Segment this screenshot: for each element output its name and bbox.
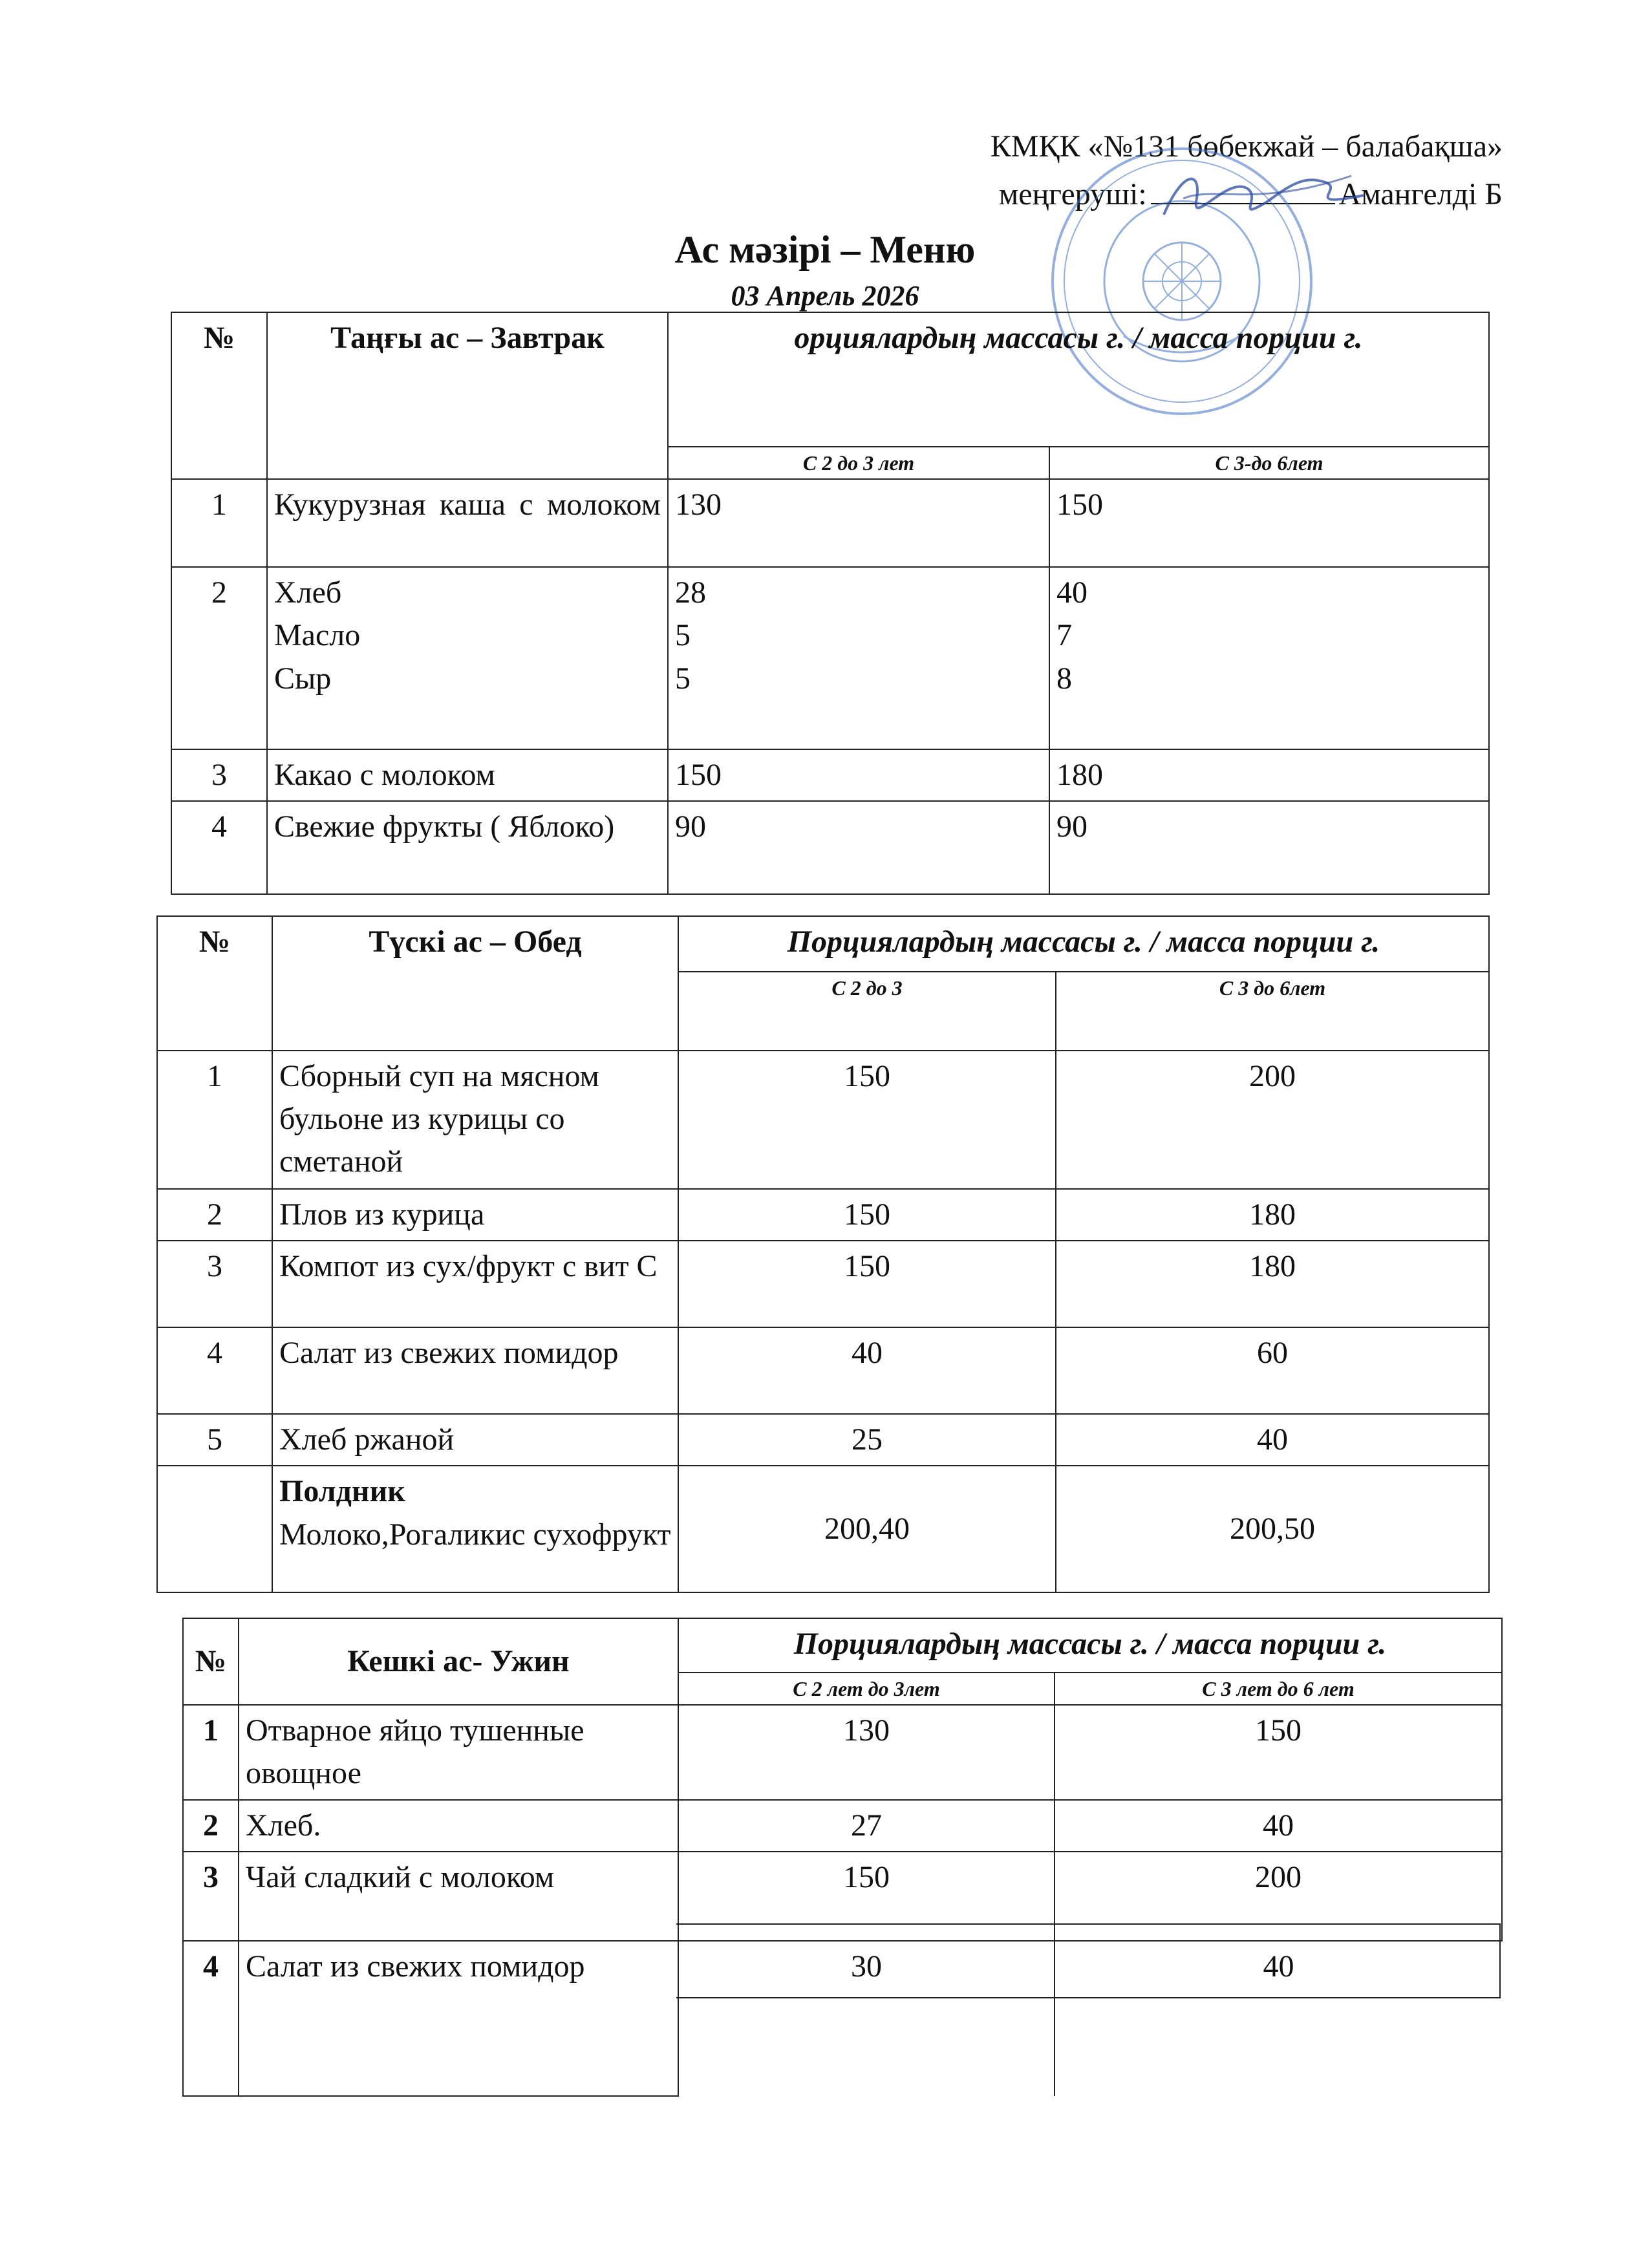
table-header-row: [171, 312, 1489, 447]
table-row: [171, 749, 1489, 801]
table-border-fragment: [676, 1923, 1501, 1998]
col-number-header: №: [171, 312, 267, 479]
portion-older: 200: [1056, 1051, 1489, 1189]
dish-name: Сыр: [274, 661, 332, 696]
portion-older: 40: [1056, 575, 1088, 610]
row-number: 4: [157, 1327, 272, 1414]
row-number: 2: [183, 1800, 239, 1852]
portion-younger: 130: [668, 479, 1049, 567]
portion-older: 180: [1056, 1189, 1489, 1241]
col-meal-header: Кешкі ас- Ужин: [239, 1618, 678, 1705]
portions-younger: [668, 567, 1049, 749]
row-number: 2: [171, 567, 267, 749]
portion-younger: 150: [678, 1189, 1056, 1241]
age-group-younger: С 2 до 3 лет: [668, 447, 1049, 479]
age-group-younger: С 2 до 3: [678, 972, 1056, 1051]
portion-younger: 150: [678, 1051, 1056, 1189]
dish-name: Кукурузная каша с молоком: [267, 479, 668, 567]
portion-younger: 27: [678, 1800, 1055, 1852]
dish-name: Свежие фрукты ( Яблоко): [267, 801, 668, 894]
portion-younger: 90: [668, 801, 1049, 894]
portion-younger: 5: [675, 618, 691, 653]
dish-name: Хлеб: [274, 575, 342, 610]
row-number: 1: [183, 1705, 239, 1799]
table-row: [171, 479, 1489, 567]
table-row: [157, 1241, 1489, 1327]
dish-name: Сборный суп на мясном бульоне из курицы со сметаной: [272, 1051, 678, 1189]
dish-name: Отварное яйцо тушенные овощное: [239, 1705, 678, 1799]
table-row: [157, 1327, 1489, 1414]
row-number: 2: [157, 1189, 272, 1241]
portion-younger: 40: [678, 1327, 1056, 1414]
portion-older: 40: [1055, 1800, 1502, 1852]
portion-younger: 150: [678, 1852, 1055, 1941]
portion-older: 7: [1056, 618, 1072, 653]
portion-younger: 150: [668, 749, 1049, 801]
organization-name: КМҚК «№131 бөбекжай – балабақша»: [990, 129, 1503, 164]
portion-younger: 5: [675, 661, 691, 696]
table-row: [157, 1414, 1489, 1466]
dish-name: Хлеб.: [239, 1800, 678, 1852]
head-label: меңгерушi:: [998, 177, 1147, 211]
dish-name: Молоко,Рогаликис сухофрукт: [279, 1517, 671, 1552]
portion-younger: 30: [678, 1941, 1055, 2096]
portion-younger: 200,40: [678, 1466, 1056, 1592]
portions-older: [1049, 567, 1489, 749]
dish-names: [267, 567, 668, 749]
signature: [1157, 163, 1371, 234]
dish-name: Хлеб ржаной: [272, 1414, 678, 1466]
portion-older: 180: [1056, 1241, 1489, 1327]
row-number: 3: [171, 749, 267, 801]
portion-older: 200: [1055, 1852, 1502, 1941]
col-meal-header: Таңғы ас – Завтрак: [267, 312, 668, 479]
portion-older: 150: [1055, 1705, 1502, 1799]
portion-older: 200,50: [1056, 1466, 1489, 1592]
col-portion-header: Порциялардың массасы г. / масса порции г.: [678, 916, 1489, 972]
snack-row: [157, 1466, 1489, 1592]
portion-younger: 25: [678, 1414, 1056, 1466]
col-portion-header: орциялардың массасы г. / масса порции г.: [668, 312, 1489, 447]
portion-older: 60: [1056, 1327, 1489, 1414]
col-number-header: №: [183, 1618, 239, 1705]
dish-name: Компот из сух/фрукт с вит С: [272, 1241, 678, 1327]
age-group-older: С 3-до 6лет: [1049, 447, 1489, 479]
portion-younger: 28: [675, 575, 706, 610]
menu-date: 03 Апрель 2026: [731, 280, 919, 312]
portion-older: 150: [1049, 479, 1489, 567]
breakfast-table: [171, 312, 1490, 895]
dish-name: Салат из свежих помидор: [272, 1327, 678, 1414]
row-number: 5: [157, 1414, 272, 1466]
lunch-table: [156, 915, 1490, 1593]
portion-older: 40: [1056, 1414, 1489, 1466]
portion-older: 40: [1055, 1941, 1502, 2096]
portion-younger: 150: [678, 1241, 1056, 1327]
portion-older: 180: [1049, 749, 1489, 801]
age-group-older: С 3 до 6лет: [1056, 972, 1489, 1051]
dinner-table: [182, 1618, 1503, 2097]
portion-older: 8: [1056, 661, 1072, 696]
table-row: [171, 801, 1489, 894]
snack-cell: [272, 1466, 678, 1592]
age-group-younger: С 2 лет до 3лет: [678, 1673, 1055, 1705]
page-title: Ас мәзірі – Меню: [674, 228, 976, 271]
table-row: [157, 1189, 1489, 1241]
portion-younger: 130: [678, 1705, 1055, 1799]
row-number-empty: [157, 1466, 272, 1592]
dish-name: Масло: [274, 618, 361, 653]
row-number: 3: [183, 1852, 239, 1941]
table-row: [183, 1705, 1502, 1799]
row-number: 1: [171, 479, 267, 567]
table-header-row: [183, 1618, 1502, 1673]
portion-older: 90: [1049, 801, 1489, 894]
dish-name: Салат из свежих помидор: [239, 1941, 678, 2096]
col-number-header: №: [157, 916, 272, 1051]
dish-name: Какао с молоком: [267, 749, 668, 801]
col-portion-header: Порциялардың массасы г. / масса порции г.: [678, 1618, 1502, 1673]
age-group-older: С 3 лет до 6 лет: [1055, 1673, 1502, 1705]
head-name: Амангелді Б: [1338, 177, 1503, 211]
snack-title: Полдник: [279, 1474, 405, 1509]
row-number: 3: [157, 1241, 272, 1327]
dish-name: Чай сладкий с молоком: [239, 1852, 678, 1941]
row-number: 4: [183, 1941, 239, 2096]
table-row: [171, 567, 1489, 749]
table-header-row: [157, 916, 1489, 972]
row-number: 4: [171, 801, 267, 894]
table-row: [157, 1051, 1489, 1189]
dish-name: Плов из курица: [272, 1189, 678, 1241]
table-row: [183, 1800, 1502, 1852]
row-number: 1: [157, 1051, 272, 1189]
col-meal-header: Түскі ас – Обед: [272, 916, 678, 1051]
